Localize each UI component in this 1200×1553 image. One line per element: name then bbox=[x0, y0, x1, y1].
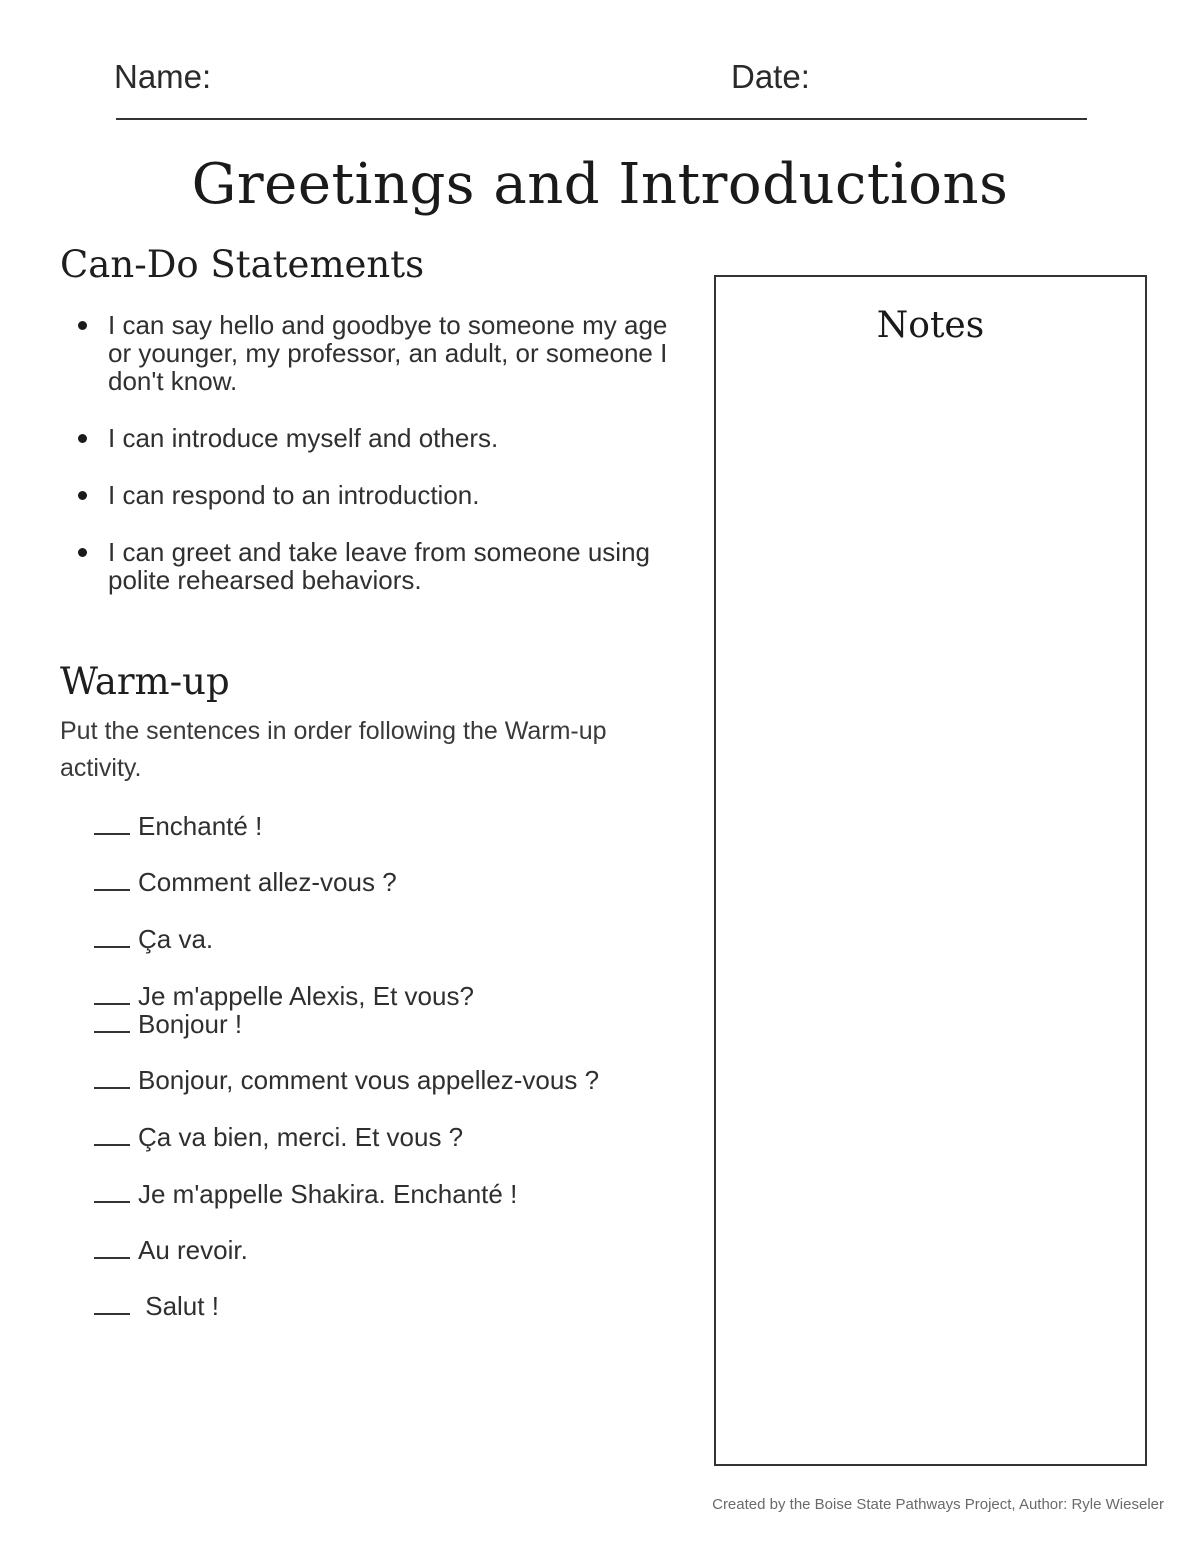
sentence-text: Bonjour ! bbox=[138, 1009, 243, 1039]
sentence-text: Comment allez-vous ? bbox=[138, 867, 397, 897]
bullet-icon bbox=[78, 434, 87, 443]
answer-blank[interactable] bbox=[94, 867, 130, 891]
answer-blank[interactable] bbox=[94, 1179, 130, 1203]
sentence-item bbox=[94, 1179, 517, 1208]
can-do-text: I can respond to an introduction. bbox=[108, 480, 480, 510]
can-do-text: I can introduce myself and others. bbox=[108, 423, 499, 453]
can-do-text: I can say hello and goodbye to someone my age or younger, my professor, an adult, or someone I don't know. bbox=[108, 310, 668, 396]
sentence-text: Je m'appelle Shakira. Enchanté ! bbox=[138, 1179, 518, 1209]
sentence-item bbox=[94, 1065, 599, 1094]
name-label: Name: bbox=[114, 58, 212, 95]
sentence-item bbox=[94, 1122, 463, 1151]
sentence-item bbox=[94, 981, 474, 1010]
bullet-icon bbox=[78, 548, 87, 557]
sentence-item bbox=[94, 1235, 248, 1264]
name-date-line bbox=[116, 118, 1087, 120]
sentence-text: Salut ! bbox=[138, 1291, 219, 1321]
footer-credit: Created by the Boise State Pathways Project, Author: Ryle Wieseler bbox=[712, 1496, 1164, 1513]
answer-blank[interactable] bbox=[94, 1291, 130, 1315]
page-title: Greetings and Introductions bbox=[191, 152, 1009, 217]
warm-up-heading: Warm-up bbox=[60, 660, 230, 703]
can-do-item bbox=[74, 424, 674, 452]
can-do-text: I can greet and take leave from someone using polite rehearsed behaviors. bbox=[108, 537, 650, 595]
can-do-item bbox=[74, 538, 674, 594]
answer-blank[interactable] bbox=[94, 924, 130, 948]
answer-blank[interactable] bbox=[94, 1122, 130, 1146]
can-do-item bbox=[74, 311, 674, 395]
answer-blank[interactable] bbox=[94, 1065, 130, 1089]
sentence-item bbox=[94, 1291, 219, 1320]
sentence-item bbox=[94, 1009, 242, 1038]
answer-blank[interactable] bbox=[94, 981, 130, 1005]
can-do-item bbox=[74, 481, 674, 509]
can-do-heading: Can-Do Statements bbox=[60, 243, 425, 286]
answer-blank[interactable] bbox=[94, 811, 130, 835]
sentence-item bbox=[94, 867, 397, 896]
bullet-icon bbox=[78, 321, 87, 330]
notes-title: Notes bbox=[876, 305, 985, 346]
sentence-text: Bonjour, comment vous appellez-vous ? bbox=[138, 1065, 600, 1095]
date-label: Date: bbox=[731, 58, 810, 95]
sentence-text: Je m'appelle Alexis, Et vous? bbox=[138, 981, 474, 1011]
sentence-item bbox=[94, 924, 213, 953]
bullet-icon bbox=[78, 491, 87, 500]
answer-blank[interactable] bbox=[94, 1009, 130, 1033]
answer-blank[interactable] bbox=[94, 1235, 130, 1259]
sentence-text: Ça va bien, merci. Et vous ? bbox=[138, 1122, 464, 1152]
warm-up-instructions: Put the sentences in order following the Warm-up activity. bbox=[60, 717, 607, 782]
sentence-text: Ça va. bbox=[138, 924, 214, 954]
can-do-list bbox=[74, 311, 674, 623]
notes-box[interactable] bbox=[714, 275, 1147, 1466]
sentence-text: Enchanté ! bbox=[138, 811, 263, 841]
sentence-text: Au revoir. bbox=[138, 1235, 248, 1265]
sentence-item bbox=[94, 811, 262, 840]
